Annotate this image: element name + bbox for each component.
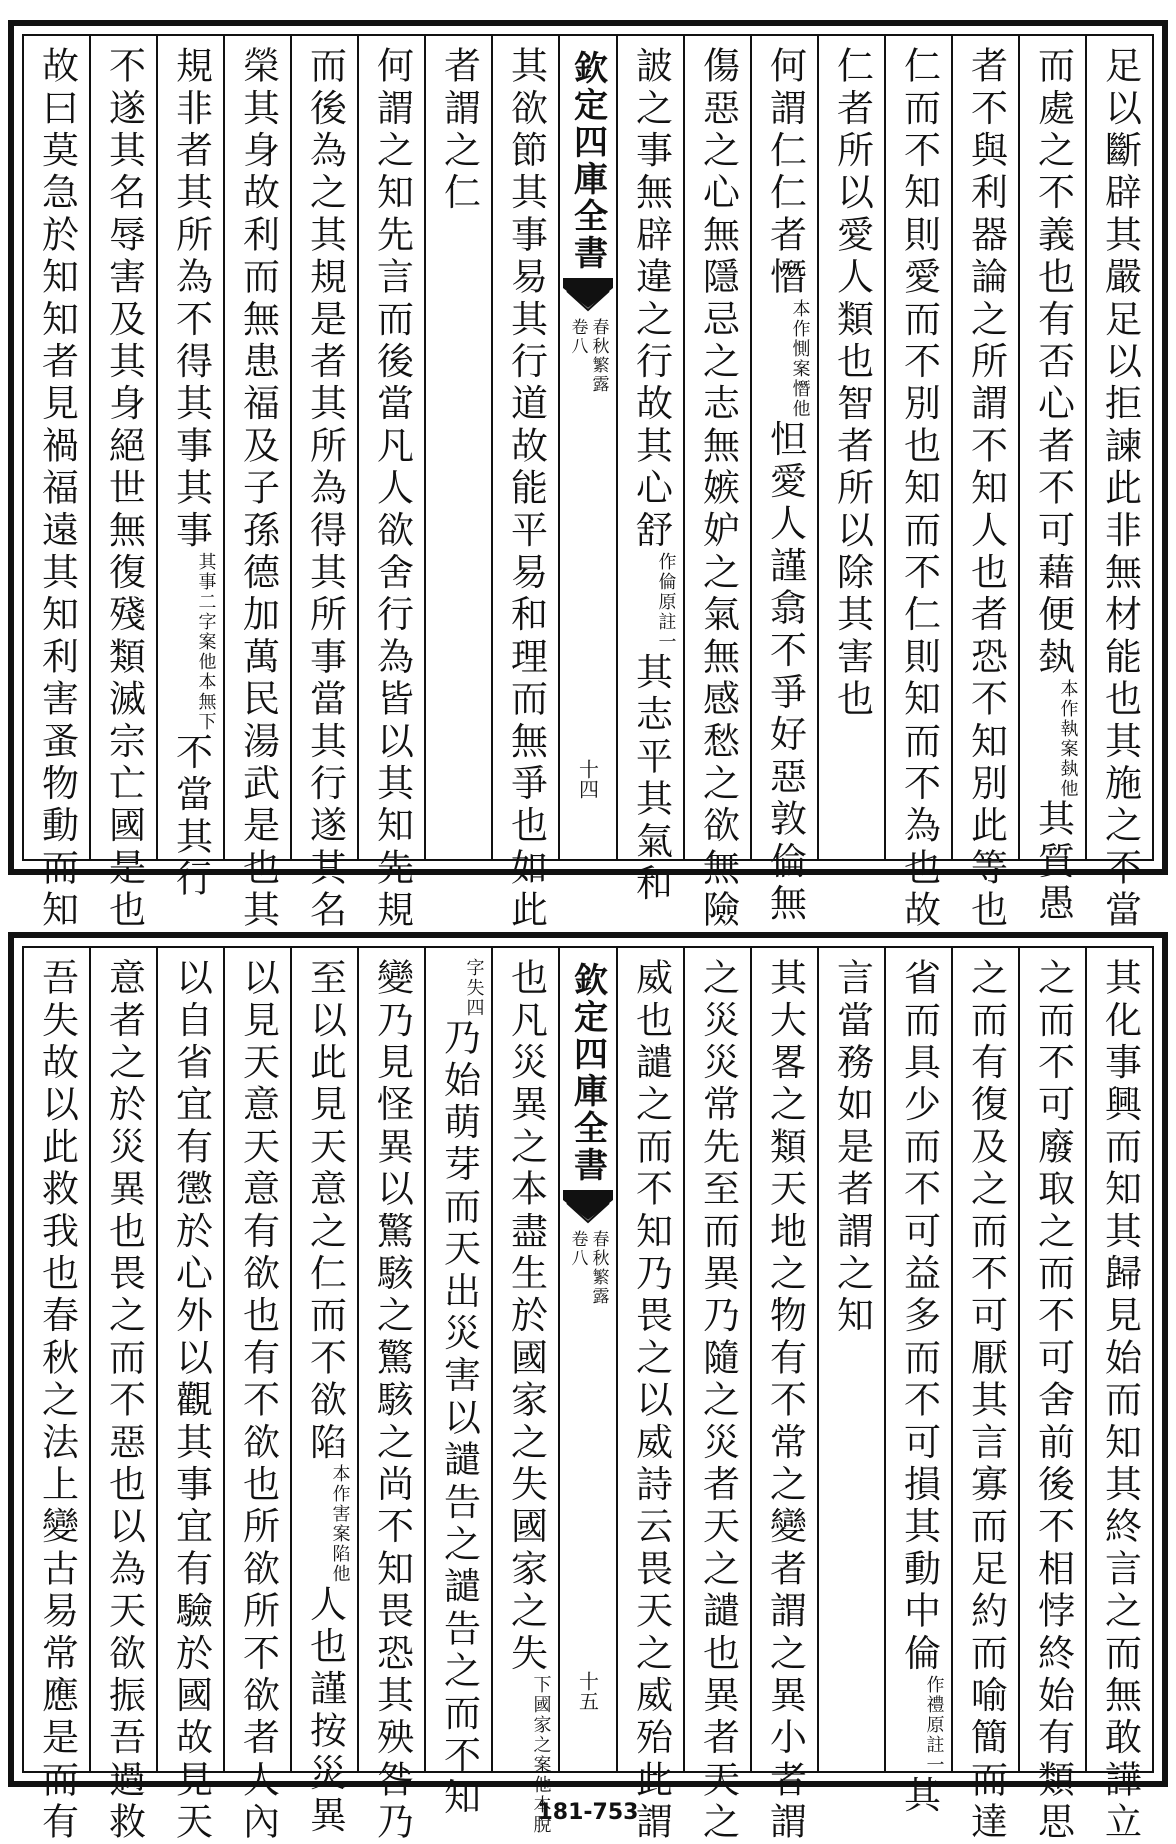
main-text: 仁而不知則愛而不別也知而不仁則知而不為也故	[897, 46, 941, 933]
text-column	[1085, 948, 1152, 1844]
note-line: 其事二字	[195, 552, 217, 633]
leaf-number: 十四	[575, 759, 600, 799]
column-line	[100, 958, 148, 1844]
interlinear-note	[657, 552, 675, 652]
text-column	[424, 948, 491, 1820]
book-and-volume	[569, 1230, 608, 1306]
main-text: 仁者所以愛人類也智者所以除其害也	[830, 46, 874, 722]
text-column	[1085, 36, 1152, 933]
column-line	[502, 958, 550, 1835]
main-text: 以自省宜有懲於心外以觀其事宜有驗於國故見天	[169, 958, 213, 1844]
collection-title: 欽定四庫全書	[567, 962, 608, 1184]
book-title: 春秋繁露	[588, 318, 609, 394]
note-line: 作倫	[655, 552, 677, 593]
note-line: 本作惻	[789, 299, 811, 360]
column-line	[761, 46, 809, 926]
main-text: 以見天意天意有欲也有不欲也所欲所不欲者人內	[236, 958, 280, 1844]
main-text: 故曰莫急於知知者見禍福遠其知利害蚤物動而知	[35, 46, 79, 933]
main-text-continued: 不當其行	[169, 732, 213, 902]
main-text: 不遂其名辱害及其身絕世無復殘類滅宗亡國是也	[102, 46, 146, 933]
text-column	[817, 36, 884, 859]
book-title: 春秋繁露	[588, 1230, 609, 1306]
note-line: 案憯他	[789, 359, 811, 420]
column-line	[368, 958, 416, 1844]
column-line	[167, 46, 215, 901]
main-text: 者謂之仁	[437, 46, 481, 215]
text-column	[491, 948, 558, 1836]
folio-number: 181-753	[537, 1800, 639, 1825]
text-column	[683, 948, 750, 1844]
column-line	[627, 958, 675, 1844]
text-column	[884, 948, 951, 1818]
top-page	[8, 20, 1168, 933]
main-text: 言當務如是者謂之知	[830, 958, 874, 1338]
main-text: 傷惡之心無隱忌之志無嫉妒之氣無感愁之欲無險	[696, 46, 740, 933]
main-text-continued: 其質愚	[1031, 799, 1075, 926]
main-text-continued: 乃始萌芽而天出災害以譴告之譴告之而不知	[437, 1018, 481, 1820]
main-text-continued: 其	[897, 1775, 941, 1818]
note-line: 下國家之	[530, 1675, 552, 1756]
text-column	[1018, 36, 1085, 926]
main-text: 威也譴之而不知乃畏之以威詩云畏天之威殆此謂	[629, 958, 673, 1844]
main-text: 而後為之其規是者其所為得其所事當其行遂其名	[303, 46, 347, 933]
main-text: 至以此見天意之仁而不欲陷	[303, 958, 347, 1465]
text-column	[156, 948, 223, 1844]
note-line: 案埶他	[1057, 739, 1079, 799]
column-line	[167, 958, 215, 1844]
column-line	[301, 46, 349, 932]
column-line	[33, 46, 81, 932]
column-line	[435, 46, 483, 215]
main-text: 之而有復及之而不可厭其言寡而足約而喻簡而達	[964, 958, 1008, 1844]
note-line: 案他本無下	[195, 632, 217, 733]
text-column	[616, 36, 683, 906]
text-column	[750, 36, 817, 926]
text-column	[223, 36, 290, 933]
main-text: 足以斷辟其嚴足以拒諫此非無材能也其施之不當	[1098, 46, 1142, 933]
text-column	[290, 36, 357, 933]
main-text: 榮其身故利而無患福及子孫德加萬民湯武是也其	[236, 46, 280, 933]
column-line	[694, 958, 742, 1844]
note-line: 本作害	[329, 1464, 351, 1525]
column-line	[435, 958, 483, 1820]
main-text-continued: 怛愛人謹翕不爭好惡敦倫無	[763, 419, 807, 926]
column-line	[761, 958, 809, 1844]
center-fold-column	[558, 36, 616, 859]
text-column	[683, 36, 750, 933]
column-line	[895, 46, 943, 932]
column-line	[1096, 958, 1144, 1844]
main-text: 意者之於災異也畏之而不惡也以為天欲振吾過救	[102, 958, 146, 1844]
interlinear-note	[925, 1675, 943, 1775]
text-column	[357, 36, 424, 933]
text-column	[156, 36, 223, 902]
column-line	[100, 46, 148, 932]
main-text: 變乃見怪異以驚駭之驚駭之尚不知畏恐其殃咎乃	[370, 958, 414, 1844]
fishtail-mark-icon	[563, 278, 613, 312]
main-text: 者不與利器論之所謂不知人也者恐不知別此等也	[964, 46, 1008, 933]
note-line: 作禮	[923, 1675, 945, 1716]
top-page-columns	[22, 34, 1154, 933]
interlinear-note	[791, 299, 809, 419]
column-line	[694, 46, 742, 932]
text-column	[24, 36, 89, 933]
main-text: 其大畧之類天地之物有不常之變者謂之異小者謂	[763, 958, 807, 1844]
text-column	[951, 948, 1018, 1844]
text-column	[750, 948, 817, 1844]
column-line	[627, 46, 675, 906]
text-column	[89, 948, 156, 1844]
interlinear-note	[1059, 679, 1077, 799]
column-line	[828, 46, 876, 721]
note-line: 原註一	[923, 1715, 945, 1776]
note-line: 原註一	[655, 592, 677, 653]
text-column	[616, 948, 683, 1844]
note-line: 本作執	[1057, 679, 1079, 739]
center-fold-column	[558, 948, 616, 1771]
main-text: 何謂之知先言而後當凡人欲舍行為皆以其知先規	[370, 46, 414, 933]
column-line	[368, 46, 416, 932]
column-line	[234, 46, 282, 932]
column-line	[828, 958, 876, 1338]
text-column	[290, 948, 357, 1838]
note-line: 案他本脫	[530, 1755, 552, 1836]
main-text: 吾失故以此救我也春秋之法上變古易常應是而有	[35, 958, 79, 1844]
collection-title: 欽定四庫全書	[567, 50, 608, 272]
main-text: 其欲節其事易其行道故能平易和理而無爭也如此	[504, 46, 548, 933]
main-text: 之而不可廢取之而不可舍前後不相悖終始有類思	[1031, 958, 1075, 1844]
note-line: 案陷他	[329, 1524, 351, 1585]
volume-label: 卷八	[567, 318, 588, 356]
text-column	[24, 948, 89, 1844]
column-line	[1029, 46, 1077, 926]
main-text: 詖之事無辟違之行故其心舒	[629, 46, 673, 553]
column-line	[502, 46, 550, 932]
main-text: 省而具少而不可益多而不可損其動中倫	[897, 958, 941, 1676]
column-line	[1096, 46, 1144, 932]
main-text: 也凡災異之本盡生於國家之失國家之失	[504, 958, 548, 1676]
column-line	[1029, 958, 1077, 1844]
text-column	[424, 36, 491, 859]
book-and-volume	[569, 318, 608, 394]
interlinear-note	[331, 1464, 349, 1584]
main-text: 何謂仁仁者憯	[763, 46, 807, 300]
column-line	[33, 958, 81, 1844]
main-text: 其化事興而知其歸見始而知其終言之而無敢譁立	[1098, 958, 1142, 1844]
leaf-number: 十五	[575, 1671, 600, 1711]
text-column	[951, 36, 1018, 933]
text-column	[89, 36, 156, 933]
column-line	[301, 958, 349, 1838]
text-column	[1018, 948, 1085, 1844]
text-column	[817, 948, 884, 1771]
column-line	[962, 958, 1010, 1844]
column-line	[895, 958, 943, 1818]
interlinear-note	[197, 552, 215, 732]
note-line: 字	[463, 958, 485, 978]
column-line	[962, 46, 1010, 932]
main-text: 而處之不義也有否心者不可藉便埶	[1031, 46, 1075, 679]
volume-label: 卷八	[567, 1230, 588, 1268]
main-text-continued: 其志平其氣和	[629, 652, 673, 906]
interlinear-note	[465, 958, 483, 1018]
text-column	[223, 948, 290, 1844]
text-column	[357, 948, 424, 1844]
main-text-continued: 人也謹按災異	[303, 1584, 347, 1838]
column-line	[234, 958, 282, 1844]
main-text: 之災災常先至而異乃隨之災者天之譴也異者天之	[696, 958, 740, 1844]
text-column	[491, 36, 558, 933]
main-text: 規非者其所為不得其事其事	[169, 46, 213, 553]
text-column	[884, 36, 951, 933]
note-line: 失四	[463, 978, 485, 1018]
fishtail-mark-icon	[563, 1190, 613, 1224]
